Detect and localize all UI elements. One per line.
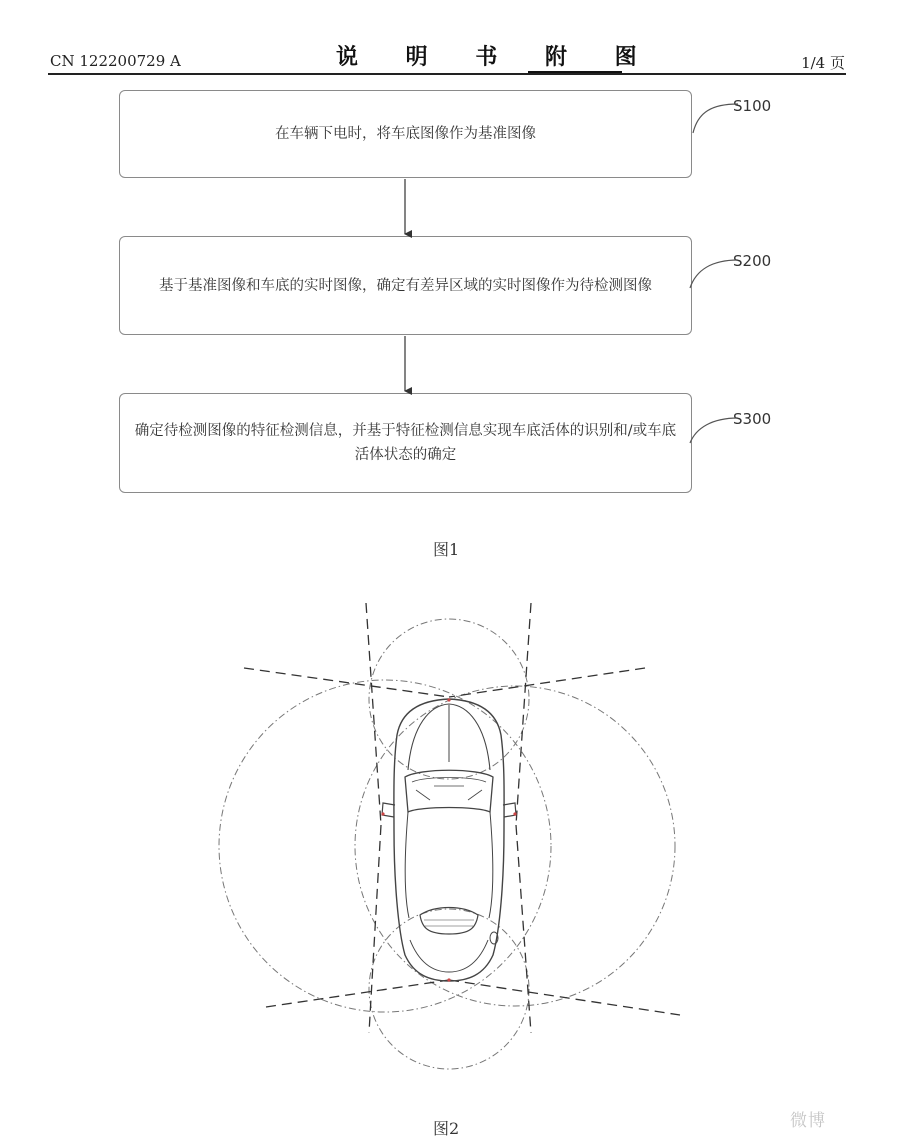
watermark: 微博 bbox=[790, 1111, 826, 1131]
coverage-circles bbox=[219, 619, 675, 1069]
leader-line-s100 bbox=[693, 104, 738, 133]
step-label-s200: S200 bbox=[733, 252, 772, 270]
figure-caption-2: 图2 bbox=[433, 1119, 460, 1138]
step-label-s300: S300 bbox=[733, 410, 772, 428]
leader-line-s300 bbox=[690, 418, 738, 443]
flow-step-text: 基于基准图像和车底的实时图像，确定有差异区域的实时图像作为待检测图像 bbox=[159, 277, 652, 294]
car-cabin bbox=[405, 812, 493, 918]
page-number: 1/4 页 bbox=[801, 54, 845, 72]
leader-line-s200 bbox=[690, 260, 738, 288]
figure-caption-1: 图1 bbox=[433, 540, 460, 559]
page-title: 说 明 书 附 图 bbox=[336, 45, 657, 70]
flow-step-text: 在车辆下电时，将车底图像作为基准图像 bbox=[275, 126, 536, 142]
car-trunk bbox=[410, 940, 488, 972]
coverage-right bbox=[355, 686, 675, 1006]
patent-number: CN 122200729 A bbox=[50, 52, 181, 70]
step-label-s100: S100 bbox=[733, 97, 772, 115]
car-top-view bbox=[382, 699, 516, 981]
flow-step-text: 确定待检测图像的特征检测信息，并基于特征检测信息实现车底活体的识别和/或车底活体状态的确定 bbox=[134, 423, 677, 463]
coverage-left bbox=[219, 680, 551, 1012]
boundary-lines bbox=[244, 603, 680, 1033]
